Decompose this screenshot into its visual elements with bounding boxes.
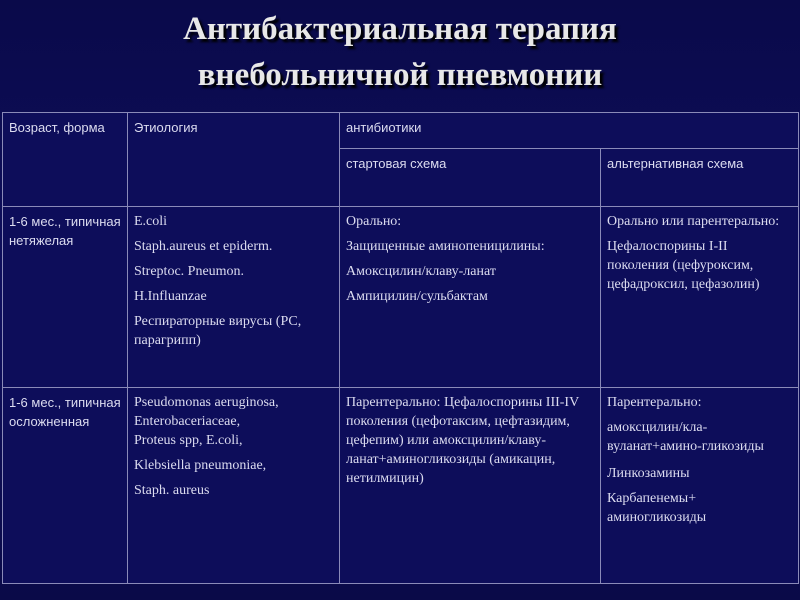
header-start-scheme: стартовая схема bbox=[340, 149, 601, 207]
therapy-table bbox=[2, 112, 799, 584]
etiology-cell bbox=[128, 388, 340, 584]
age-form-cell: 1-6 мес., типичная нетяжелая bbox=[3, 207, 128, 388]
etiology-item: Enterobaceriaceae, bbox=[134, 414, 241, 429]
header-etiology: Этиология bbox=[128, 113, 340, 207]
start-scheme-item: Орально: bbox=[346, 214, 402, 229]
etiology-item: E.coli bbox=[134, 214, 168, 229]
etiology-item: Респираторные вирусы (РС, парагрипп) bbox=[134, 314, 302, 348]
alt-scheme-cell bbox=[601, 388, 799, 584]
alt-scheme-item: Орально или парентерально: bbox=[607, 214, 780, 229]
start-scheme-cell bbox=[340, 388, 601, 584]
start-scheme-item: Ампицилин/сульбактам bbox=[346, 289, 488, 304]
header-age-form: Возраст, форма bbox=[3, 113, 128, 207]
slide-title-line-1: Антибактериальная терапия bbox=[183, 11, 617, 47]
table-row bbox=[3, 207, 799, 388]
alt-scheme-cell bbox=[601, 207, 799, 388]
start-scheme-cell bbox=[340, 207, 601, 388]
etiology-item: Staph.aureus et epiderm. bbox=[134, 239, 273, 254]
etiology-item: Streptoc. Pneumon. bbox=[134, 264, 245, 279]
etiology-cell bbox=[128, 207, 340, 388]
header-antibiotics: антибиотики bbox=[340, 113, 799, 149]
etiology-item: Proteus spp, E.coli, bbox=[134, 433, 243, 448]
alt-scheme-item: амоксцилин/кла-вуланат+амино-гликозиды bbox=[607, 420, 764, 454]
etiology-item: Klebsiella pneumoniae, bbox=[134, 458, 267, 473]
etiology-item: Pseudomonas aeruginosa, bbox=[134, 395, 279, 410]
etiology-item: H.Influanzae bbox=[134, 289, 207, 304]
slide-title-line-2: внебольничной пневмонии bbox=[197, 57, 603, 93]
age-form-cell: 1-6 мес., типичная осложненная bbox=[3, 388, 128, 584]
header-alt-scheme: альтернативная схема bbox=[601, 149, 799, 207]
alt-scheme-item: Карбапенемы+ аминогликозиды bbox=[607, 491, 707, 525]
start-scheme-item: Амоксцилин/клаву-ланат bbox=[346, 264, 496, 279]
etiology-item: Staph. aureus bbox=[134, 483, 210, 498]
alt-scheme-item: Цефалоспорины I-II поколения (цефуроксим, цефадроксил, цефазолин) bbox=[607, 239, 760, 292]
alt-scheme-item: Линкозамины bbox=[607, 466, 690, 481]
alt-scheme-item: Парентерально: bbox=[607, 395, 702, 410]
start-scheme-item: Защищенные аминопеницилины: bbox=[346, 239, 545, 254]
start-scheme-item: Парентерально: Цефалоспорины III-IV поколения (цефотаксим, цефтазидим, цефепим) или амоксцилин/клаву-ланат+аминогликозиды (амикацин, нетилмицин) bbox=[346, 395, 579, 486]
table-row bbox=[3, 388, 799, 584]
slide-title bbox=[0, 6, 800, 98]
header-row-1 bbox=[3, 113, 799, 149]
